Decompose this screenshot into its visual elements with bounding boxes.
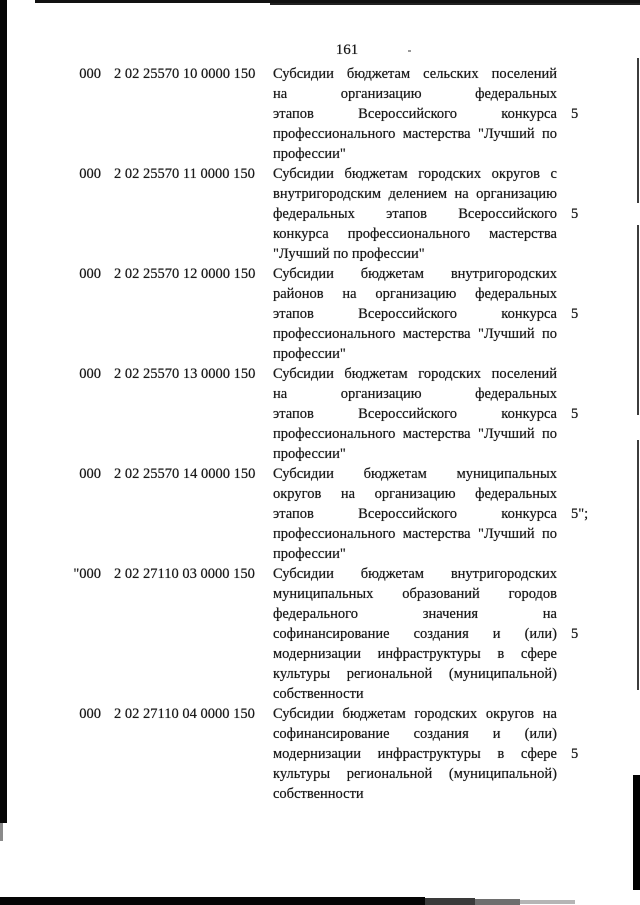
description-line: федеральных этапов Всероссийского — [273, 206, 557, 222]
footnote-ref-cell — [568, 264, 640, 364]
page-number: 161 — [335, 42, 359, 58]
description-line: софинансирование создания и (или) — [273, 626, 557, 642]
description-line: Субсидии бюджетам внутригородских — [273, 266, 557, 282]
scan-artifact-bottom-bar-3 — [475, 899, 520, 905]
admin-code-cell: 000 — [79, 366, 101, 382]
table-row — [0, 164, 640, 264]
footnote-ref: 5 — [571, 206, 579, 222]
budget-code-cell: 2 02 25570 14 0000 150 — [114, 466, 256, 482]
table-row — [0, 364, 640, 464]
description-cell — [273, 704, 568, 804]
description-line: Субсидии бюджетам городских поселений — [273, 366, 557, 382]
description-line: Субсидии бюджетам внутригородских — [273, 566, 557, 582]
scan-artifact-bottom-bar-2 — [425, 898, 475, 905]
scan-artifact-bottom-bar — [0, 897, 425, 905]
admin-code-cell: 000 — [79, 266, 101, 282]
budget-code-cell: 2 02 27110 04 0000 150 — [114, 706, 255, 722]
footnote-ref: 5 — [571, 106, 579, 122]
description-cell — [273, 264, 568, 364]
description-line: модернизации инфраструктуры в сфере — [273, 746, 557, 762]
description-line: округов на организацию федеральных — [273, 486, 557, 502]
description-line: Субсидии бюджетам городских округов на — [273, 706, 557, 722]
footnote-ref: 5 — [571, 306, 579, 322]
description-line: культуры региональной (муниципальной) — [273, 666, 557, 682]
description-line: профессии" — [273, 146, 346, 162]
description-line: профессионального мастерства "Лучший по — [273, 526, 557, 542]
footnote-ref-cell — [568, 464, 640, 564]
footnote-ref: 5 — [571, 746, 579, 762]
table-row — [0, 704, 640, 804]
table-row — [0, 64, 640, 164]
admin-code-cell: "000 — [73, 566, 101, 582]
description-line: этапов Всероссийского конкурса — [273, 306, 557, 322]
table-row — [0, 464, 640, 564]
description-line: профессионального мастерства "Лучший по — [273, 326, 557, 342]
description-line: собственности — [273, 686, 364, 702]
description-cell — [273, 164, 568, 264]
description-line: Субсидии бюджетам городских округов с — [273, 166, 557, 182]
footnote-ref: 5 — [571, 406, 579, 422]
description-line: Субсидии бюджетам сельских поселений — [273, 66, 557, 82]
description-line: на организацию федеральных — [273, 386, 557, 402]
description-cell — [273, 464, 568, 564]
scan-artifact-top-line-2 — [270, 3, 640, 5]
budget-code-cell: 2 02 27110 03 0000 150 — [114, 566, 255, 582]
table-row — [0, 564, 640, 704]
footnote-ref-cell — [568, 564, 640, 704]
budget-code-cell: 2 02 25570 13 0000 150 — [114, 366, 256, 382]
admin-code-cell: 000 — [79, 66, 101, 82]
description-line: конкурса профессионального мастерства — [273, 226, 557, 242]
description-line: внутригородским делением на организацию — [273, 186, 557, 202]
footnote-ref-cell — [568, 64, 640, 164]
description-line: культуры региональной (муниципальной) — [273, 766, 557, 782]
footnote-ref: 5"; — [571, 506, 589, 522]
scan-artifact-left-stub — [0, 823, 3, 841]
footnote-ref: 5 — [571, 626, 579, 642]
description-line: профессии" — [273, 346, 346, 362]
description-cell — [273, 64, 568, 164]
admin-code-cell: 000 — [79, 466, 101, 482]
budget-code-table — [0, 64, 640, 804]
description-line: профессионального мастерства "Лучший по — [273, 126, 557, 142]
description-line: муниципальных образований городов — [273, 586, 557, 602]
description-line: федерального значения на — [273, 606, 557, 622]
scan-artifact-speck — [408, 50, 411, 52]
budget-code-cell: 2 02 25570 11 0000 150 — [114, 166, 255, 182]
description-line: профессионального мастерства "Лучший по — [273, 426, 557, 442]
description-line: софинансирование создания и (или) — [273, 726, 557, 742]
description-line: собственности — [273, 786, 364, 802]
description-line: этапов Всероссийского конкурса — [273, 406, 557, 422]
footnote-ref-cell — [568, 704, 640, 804]
budget-code-cell: 2 02 25570 10 0000 150 — [114, 66, 256, 82]
description-line: профессии" — [273, 546, 346, 562]
description-line: этапов Всероссийского конкурса — [273, 106, 557, 122]
description-line: этапов Всероссийского конкурса — [273, 506, 557, 522]
description-line: Субсидии бюджетам муниципальных — [273, 466, 557, 482]
description-line: "Лучший по профессии" — [273, 246, 425, 262]
description-cell — [273, 364, 568, 464]
description-line: модернизации инфраструктуры в сфере — [273, 646, 557, 662]
budget-code-cell: 2 02 25570 12 0000 150 — [114, 266, 256, 282]
footnote-ref-cell — [568, 164, 640, 264]
description-line: районов на организацию федеральных — [273, 286, 557, 302]
scan-artifact-bottom-bar-4 — [520, 900, 575, 904]
table-row — [0, 264, 640, 364]
footnote-ref-cell — [568, 364, 640, 464]
description-line: на организацию федеральных — [273, 86, 557, 102]
admin-code-cell: 000 — [79, 706, 101, 722]
description-line: профессии" — [273, 446, 346, 462]
admin-code-cell: 000 — [79, 166, 101, 182]
description-cell — [273, 564, 568, 704]
